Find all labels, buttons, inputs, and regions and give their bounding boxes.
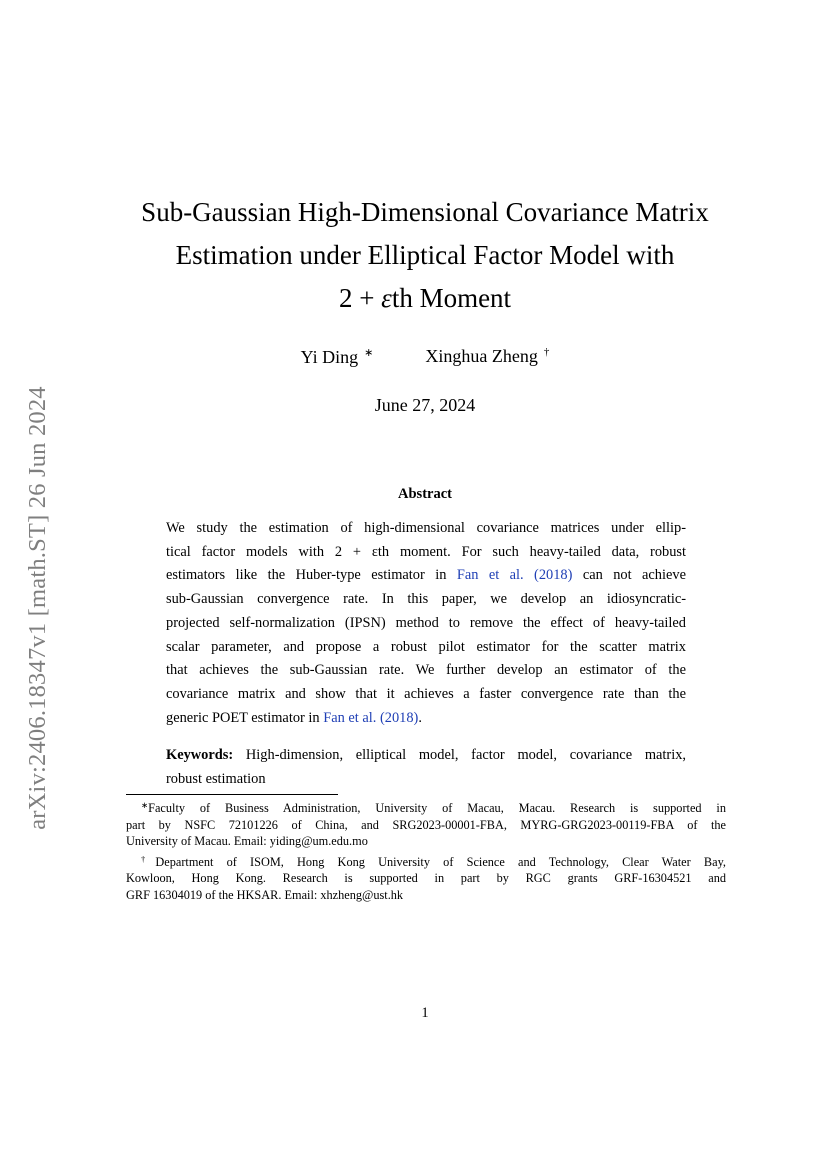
abstract-body [166,517,686,730]
abstract-line: We study the estimation of high-dimensional covariance matrices under ellip- [166,520,686,536]
page-number: 1 [421,1005,429,1021]
footnote-line: GRF 16304019 of the HKSAR. Email: xhzheng@ust.hk [126,887,404,902]
keywords-label: Keywords: [166,747,234,763]
title-line-3-suffix: th Moment [391,283,512,313]
title-line-3 [100,277,750,320]
abstract-line: that achieves the sub-Gaussian rate. We further develop an estimator of the [166,662,686,679]
author-1 [301,346,374,368]
abstract-line: projected self-normalization (IPSN) method to remove the effect of heavy-tailed [166,614,686,631]
abstract-line: tical factor models with 2 + εth moment. For such heavy-tailed data, robust [166,543,686,560]
footnote-line: Kowloon, Hong Kong. Research is supported in part by RGC grants GRF-16304521 and [126,871,726,885]
paper-title [100,191,750,320]
footnote-line: part by NSFC 72101226 of China, and SRG2023-00001-FBA, MYRG-GRG2023-00119-FBA of the [126,817,726,832]
footnote-divider [126,794,338,795]
footnote-line: University of Macau. Email: yiding@um.edu.mo [126,834,368,848]
footnote-line [126,851,726,871]
title-line-1: Sub-Gaussian High-Dimensional Covariance Matrix [141,197,709,227]
abstract-text: generic POET estimator in [166,709,320,726]
title-epsilon-symbol: ε [381,283,392,313]
citation-link[interactable]: Fan et al. (2018) [456,567,573,584]
arxiv-identifier-stamp [18,355,58,860]
author-list [100,346,750,368]
abstract-heading: Abstract [398,486,452,502]
author-1-name: Yi Ding [300,347,359,367]
keywords-line [166,744,686,768]
abstract-text: can not achieve [582,567,686,584]
author-2 [425,346,549,368]
footnotes [126,797,726,904]
abstract-line [166,707,686,731]
footnote-line [126,797,726,817]
author-2-name: Xinghua Zheng [425,346,538,366]
keywords-line: robust estimation [166,770,266,787]
footnote-text: Department of ISOM, Hong Kong University of Science and Technology, Clear Water Bay, [155,854,726,869]
title-line-2: Estimation under Elliptical Factor Model with [175,240,675,270]
title-line-3-prefix: 2 + [338,283,382,313]
footnote-affiliation-2 [126,851,726,904]
keywords-section [166,744,686,791]
keywords-text: High-dimension, elliptical model, factor model, covariance matrix, [245,747,686,763]
abstract-text: . [418,709,422,726]
footnote-mark: † [141,853,156,864]
publication-date: June 27, 2024 [374,395,476,415]
author-1-footnote-mark[interactable]: ∗ [364,347,374,359]
abstract-line: scalar parameter, and propose a robust pilot estimator for the scatter matrix [166,638,686,655]
citation-link[interactable]: Fan et al. (2018) [323,709,419,726]
footnote-affiliation-1 [126,797,726,850]
author-2-footnote-mark[interactable]: † [543,346,550,358]
abstract-text: estimators like the Huber-type estimator in [166,567,447,584]
abstract-line: sub-Gaussian convergence rate. In this paper, we develop an idiosyncratic- [166,591,686,608]
abstract-line [166,564,686,588]
abstract-line: covariance matrix and show that it achieves a faster convergence rate than the [166,685,686,702]
footnote-text: Faculty of Business Administration, University of Macau, Macau. Research is supported in [148,801,726,815]
arxiv-identifier-text: arXiv:2406.18347v1 [math.ST] 26 Jun 2024 [24,385,51,830]
footnote-mark: ∗ [141,800,149,810]
